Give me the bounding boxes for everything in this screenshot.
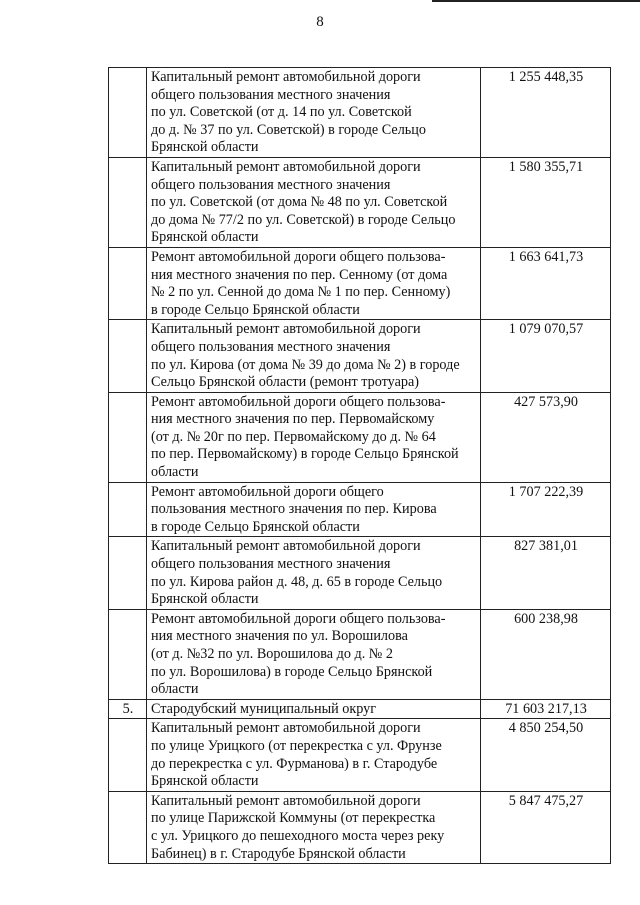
table-row bbox=[109, 320, 611, 392]
description-line: до дома № 77/2 по ул. Советской) в городе Сельцо bbox=[151, 211, 456, 228]
description-line: Капитальный ремонт автомобильной дороги bbox=[151, 321, 421, 338]
description-line: Ремонт автомобильной дороги общего пользова- bbox=[151, 610, 446, 627]
top-edge-rule bbox=[432, 0, 640, 2]
description-line: с ул. Урицкого до пешеходного моста через реку bbox=[151, 827, 445, 844]
description-cell bbox=[147, 719, 481, 791]
description-line: по ул. Советской (от д. 14 по ул. Советской bbox=[151, 104, 412, 121]
description-line: Брянской области bbox=[151, 773, 259, 790]
table-row bbox=[109, 247, 611, 319]
description-line: по ул. Советской (от дома № 48 по ул. Советской bbox=[151, 194, 448, 211]
description-line: общего пользования местного значения bbox=[151, 556, 391, 573]
description-line: (от д. № 20г по пер. Первомайскому до д. № 64 bbox=[151, 428, 436, 445]
description-line: общего пользования местного значения bbox=[151, 176, 391, 193]
amount-cell: 1 663 641,73 bbox=[481, 247, 611, 319]
row-number-cell bbox=[109, 247, 147, 319]
description-cell bbox=[147, 537, 481, 609]
description-cell bbox=[147, 609, 481, 699]
table-row bbox=[109, 537, 611, 609]
amount-cell: 600 238,98 bbox=[481, 609, 611, 699]
description-cell bbox=[147, 392, 481, 482]
table-row bbox=[109, 699, 611, 719]
description-line: общего пользования местного значения bbox=[151, 338, 391, 355]
table-row bbox=[109, 609, 611, 699]
description-line: по ул. Ворошилова) в городе Сельцо Брянской bbox=[151, 663, 433, 680]
description-line: по ул. Кирова (от дома № 39 до дома № 2) в городе bbox=[151, 356, 460, 373]
funding-table bbox=[108, 67, 611, 864]
description-line: до д. № 37 по ул. Советской) в городе Сельцо bbox=[151, 121, 426, 138]
description-cell bbox=[147, 157, 481, 247]
description-cell bbox=[147, 791, 481, 863]
description-line: № 2 по ул. Сенной до дома № 1 по пер. Сенному) bbox=[151, 284, 451, 301]
description-line: Стародубский муниципальный округ bbox=[151, 700, 377, 717]
description-line: в городе Сельцо Брянской области bbox=[151, 518, 360, 535]
description-line: Капитальный ремонт автомобильной дороги bbox=[151, 538, 421, 555]
description-line: по ул. Кирова район д. 48, д. 65 в городе Сельцо bbox=[151, 573, 443, 590]
description-line: общего пользования местного значения bbox=[151, 86, 391, 103]
row-number-cell bbox=[109, 537, 147, 609]
description-line: области bbox=[151, 464, 199, 481]
amount-cell: 71 603 217,13 bbox=[481, 699, 611, 719]
description-line: Брянской области bbox=[151, 229, 259, 246]
table-row bbox=[109, 482, 611, 537]
table-row bbox=[109, 392, 611, 482]
amount-cell: 1 707 222,39 bbox=[481, 482, 611, 537]
description-line: ния местного значения по пер. Сенному (от дома bbox=[151, 266, 448, 283]
description-line: по улице Урицкого (от перекрестка с ул. Фрунзе bbox=[151, 737, 442, 754]
table-row bbox=[109, 157, 611, 247]
amount-cell: 1 255 448,35 bbox=[481, 68, 611, 158]
table-row bbox=[109, 719, 611, 791]
description-line: ния местного значения по ул. Ворошилова bbox=[151, 628, 408, 645]
amount-cell: 4 850 254,50 bbox=[481, 719, 611, 791]
row-number-cell: 5. bbox=[109, 699, 147, 719]
description-line: до перекрестка с ул. Фурманова) в г. Стародубе bbox=[151, 755, 438, 772]
description-line: ния местного значения по пер. Первомайскому bbox=[151, 411, 435, 428]
description-line: Капитальный ремонт автомобильной дороги bbox=[151, 720, 421, 737]
amount-cell: 427 573,90 bbox=[481, 392, 611, 482]
row-number-cell bbox=[109, 791, 147, 863]
description-line: пользования местного значения по пер. Кирова bbox=[151, 501, 437, 518]
page-number: 8 bbox=[316, 14, 324, 30]
description-line: в городе Сельцо Брянской области bbox=[151, 301, 360, 318]
description-line: по улице Парижской Коммуны (от перекрестка bbox=[151, 810, 436, 827]
row-number-cell bbox=[109, 320, 147, 392]
description-cell bbox=[147, 247, 481, 319]
funding-table-body bbox=[109, 68, 611, 864]
description-line: Капитальный ремонт автомобильной дороги bbox=[151, 158, 421, 175]
row-number-cell bbox=[109, 719, 147, 791]
description-line: Ремонт автомобильной дороги общего bbox=[151, 483, 384, 500]
description-cell bbox=[147, 482, 481, 537]
description-line: Ремонт автомобильной дороги общего пользова- bbox=[151, 248, 446, 265]
amount-cell: 5 847 475,27 bbox=[481, 791, 611, 863]
row-number-cell bbox=[109, 157, 147, 247]
row-number-cell bbox=[109, 609, 147, 699]
description-line: Капитальный ремонт автомобильной дороги bbox=[151, 792, 421, 809]
table-row bbox=[109, 791, 611, 863]
amount-cell: 827 381,01 bbox=[481, 537, 611, 609]
description-line: Капитальный ремонт автомобильной дороги bbox=[151, 69, 421, 85]
description-cell bbox=[147, 68, 481, 158]
description-line: Бабинец) в г. Стародубе Брянской области bbox=[151, 845, 406, 862]
description-line: области bbox=[151, 681, 199, 698]
description-line: Брянской области bbox=[151, 591, 259, 608]
description-line: Ремонт автомобильной дороги общего пользова- bbox=[151, 393, 446, 410]
row-number-cell bbox=[109, 68, 147, 158]
amount-cell: 1 079 070,57 bbox=[481, 320, 611, 392]
table-row bbox=[109, 68, 611, 158]
description-line: (от д. №32 по ул. Ворошилова до д. № 2 bbox=[151, 646, 393, 662]
description-line: Сельцо Брянской области (ремонт тротуара) bbox=[151, 374, 419, 391]
description-cell bbox=[147, 699, 481, 719]
row-number-cell bbox=[109, 482, 147, 537]
description-cell bbox=[147, 320, 481, 392]
description-line: Брянской области bbox=[151, 139, 259, 156]
row-number-cell bbox=[109, 392, 147, 482]
amount-cell: 1 580 355,71 bbox=[481, 157, 611, 247]
description-line: по пер. Первомайскому) в городе Сельцо Брянской bbox=[151, 446, 459, 463]
